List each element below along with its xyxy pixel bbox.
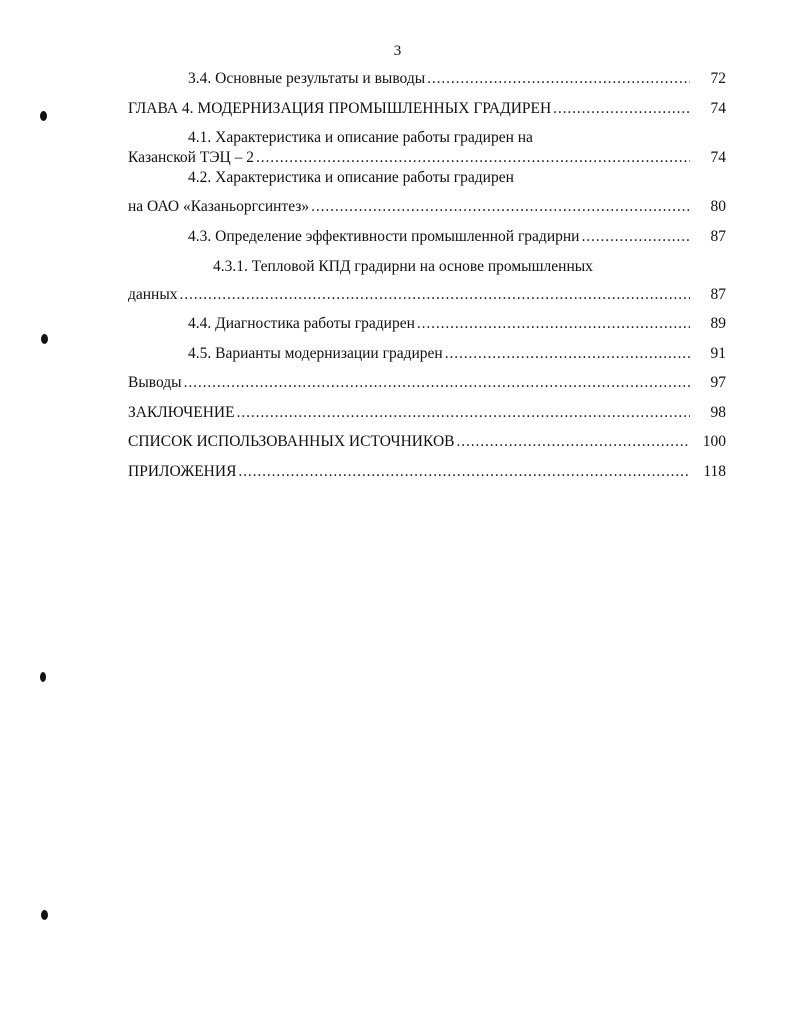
- toc-entry-page: 72: [710, 70, 726, 87]
- toc-entry-page: 98: [710, 404, 726, 421]
- toc-entry[interactable]: [128, 196, 726, 218]
- toc-entry[interactable]: [128, 343, 726, 365]
- binder-hole-mark: [40, 672, 46, 682]
- toc-entry-page: 91: [710, 345, 726, 362]
- toc-leader: [553, 98, 690, 120]
- toc-entry-page: 118: [703, 463, 726, 480]
- binder-hole-mark: [41, 910, 48, 920]
- toc-entry[interactable]: [128, 226, 726, 248]
- toc-entry[interactable]: [128, 68, 726, 90]
- toc-entry[interactable]: [128, 461, 726, 483]
- toc-entry-label: 3.4. Основные результаты и выводы: [188, 70, 426, 87]
- toc-entry-page: 87: [710, 286, 726, 303]
- toc-leader: [427, 68, 690, 90]
- toc-entry-label: ПРИЛОЖЕНИЯ: [128, 463, 237, 480]
- toc-entry[interactable]: [128, 372, 726, 394]
- toc-entry-page: 89: [710, 315, 726, 332]
- toc-entry-page: 74: [710, 149, 726, 166]
- toc-entry[interactable]: [128, 402, 726, 424]
- toc-entry[interactable]: [128, 147, 726, 169]
- toc-entry-label: данных: [128, 286, 178, 303]
- toc-entry[interactable]: [128, 284, 726, 306]
- toc-entry-label: на ОАО «Казаньоргсинтез»: [128, 198, 310, 215]
- page-number: 3: [393, 43, 402, 59]
- toc-entry[interactable]: [128, 98, 726, 120]
- toc-leader: [237, 402, 690, 424]
- toc-leader: [417, 313, 690, 335]
- toc-entry-page: 100: [702, 433, 726, 450]
- toc-leader: [184, 372, 690, 394]
- toc-entry-label: СПИСОК ИСПОЛЬЗОВАННЫХ ИСТОЧНИКОВ: [128, 433, 455, 450]
- toc-entry-page: 87: [710, 228, 726, 245]
- binder-hole-mark: [41, 334, 48, 344]
- toc-leader: [238, 461, 690, 483]
- toc-entry-label: 4.3. Определение эффективности промышленной градирни: [188, 228, 580, 245]
- toc-leader: [256, 147, 690, 169]
- toc-entry-label: Выводы: [128, 374, 182, 391]
- toc-entry-label: 4.4. Диагностика работы градирен: [188, 315, 415, 332]
- toc-leader: [456, 431, 690, 453]
- toc-leader: [180, 284, 690, 306]
- toc-entry[interactable]: [128, 431, 726, 453]
- toc-entry-label: 4.5. Варианты модернизации градирен: [188, 345, 443, 362]
- toc-entry-label: ГЛАВА 4. МОДЕРНИЗАЦИЯ ПРОМЫШЛЕННЫХ ГРАДИРЕН: [128, 100, 552, 117]
- toc-leader: [311, 196, 690, 218]
- toc-entry-label: ЗАКЛЮЧЕНИЕ: [128, 404, 235, 421]
- toc-entry-page: 97: [710, 374, 726, 391]
- toc-entry-page: 74: [710, 100, 726, 117]
- toc-leader: [581, 226, 690, 248]
- toc-entry-label-line1: 4.3.1. Тепловой КПД градирни на основе промышленных: [213, 258, 593, 275]
- toc-leader: [445, 343, 690, 365]
- binder-hole-mark: [40, 111, 47, 121]
- toc-entry-label: Казанской ТЭЦ – 2: [128, 149, 254, 166]
- toc-entry-label-line1: 4.1. Характеристика и описание работы градирен на: [188, 129, 533, 146]
- toc-entry-page: 80: [710, 198, 726, 215]
- toc-entry[interactable]: [128, 313, 726, 335]
- toc-entry-label-line1: 4.2. Характеристика и описание работы градирен: [188, 169, 514, 186]
